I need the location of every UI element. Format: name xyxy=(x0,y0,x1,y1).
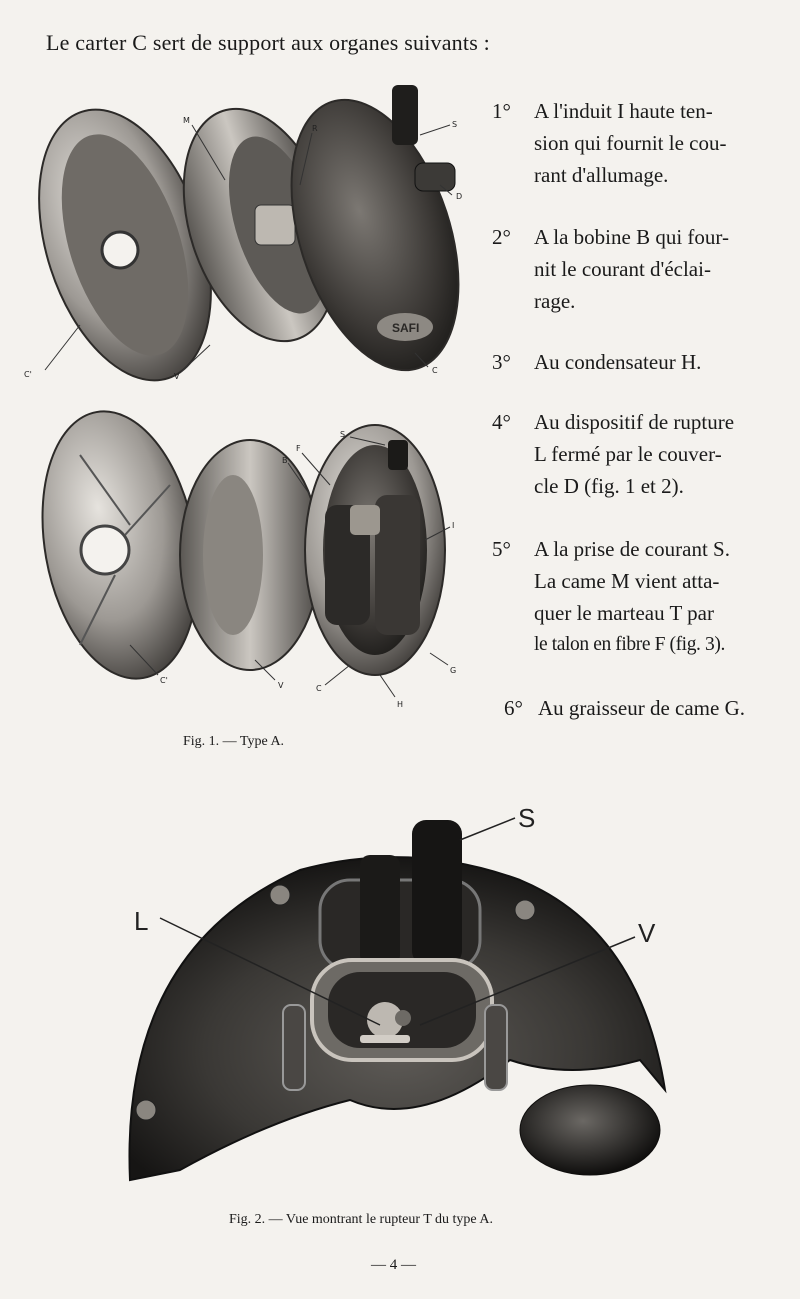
figure-1-photographs xyxy=(20,85,480,710)
item-number: 3° xyxy=(492,350,511,374)
label-c: C xyxy=(316,684,322,693)
item-line: Au dispositif de rupture xyxy=(534,410,735,434)
label-d: D xyxy=(456,192,463,201)
logo-safi: SAFI xyxy=(392,321,420,335)
label-m: M xyxy=(183,116,190,125)
label-s: S xyxy=(452,120,458,129)
item-line: rant d'allumage. xyxy=(534,163,669,187)
figure-1-top-photo xyxy=(20,85,480,402)
item-line: quer le marteau T par xyxy=(534,601,714,625)
label-v: V xyxy=(638,918,656,948)
label-c-prime: C' xyxy=(24,370,32,379)
item-line: L fermé par le couver- xyxy=(534,442,722,466)
item-line: La came M vient atta- xyxy=(534,569,720,593)
label-h: H xyxy=(397,700,404,709)
item-line: A la prise de courant S. xyxy=(534,537,730,561)
item-line: A la bobine B qui four- xyxy=(534,225,729,249)
item-number: 1° xyxy=(492,99,511,123)
label-b: B xyxy=(282,456,288,465)
item-number: 6° xyxy=(504,696,523,720)
label-r: R xyxy=(312,124,318,133)
item-line: Au graisseur de came G. xyxy=(538,696,746,720)
label-c-prime: C' xyxy=(160,676,168,685)
item-line: le talon en fibre F (fig. 3). xyxy=(534,634,725,655)
label-c: C xyxy=(432,366,438,375)
label-s: S xyxy=(518,803,536,833)
label-v: V xyxy=(174,372,180,381)
item-line: nit le courant d'éclai- xyxy=(534,257,711,281)
intro-text: Le carter C sert de support aux organes suivants : xyxy=(46,30,490,55)
label-s: S xyxy=(340,430,346,439)
item-line: A l'induit I haute ten- xyxy=(534,99,713,123)
label-f: F xyxy=(296,444,301,453)
item-line: sion qui fournit le cou- xyxy=(534,131,727,155)
figure-2-caption: Fig. 2. — Vue montrant le rupteur T du type A. xyxy=(229,1212,493,1227)
label-g: G xyxy=(450,666,457,675)
figure-1-bottom-photo xyxy=(23,399,457,709)
item-line: rage. xyxy=(534,289,576,313)
label-l: L xyxy=(134,906,149,936)
item-number: 5° xyxy=(492,537,511,561)
label-i: I xyxy=(452,521,455,530)
label-v: V xyxy=(278,681,284,690)
item-line: cle D (fig. 1 et 2). xyxy=(534,474,684,498)
page-number: — 4 — xyxy=(371,1257,416,1273)
item-line: Au condensateur H. xyxy=(534,350,702,374)
item-number: 4° xyxy=(492,410,511,434)
item-number: 2° xyxy=(492,225,511,249)
figure-1-caption: Fig. 1. — Type A. xyxy=(183,734,285,749)
figure-2-photograph xyxy=(120,800,680,1200)
